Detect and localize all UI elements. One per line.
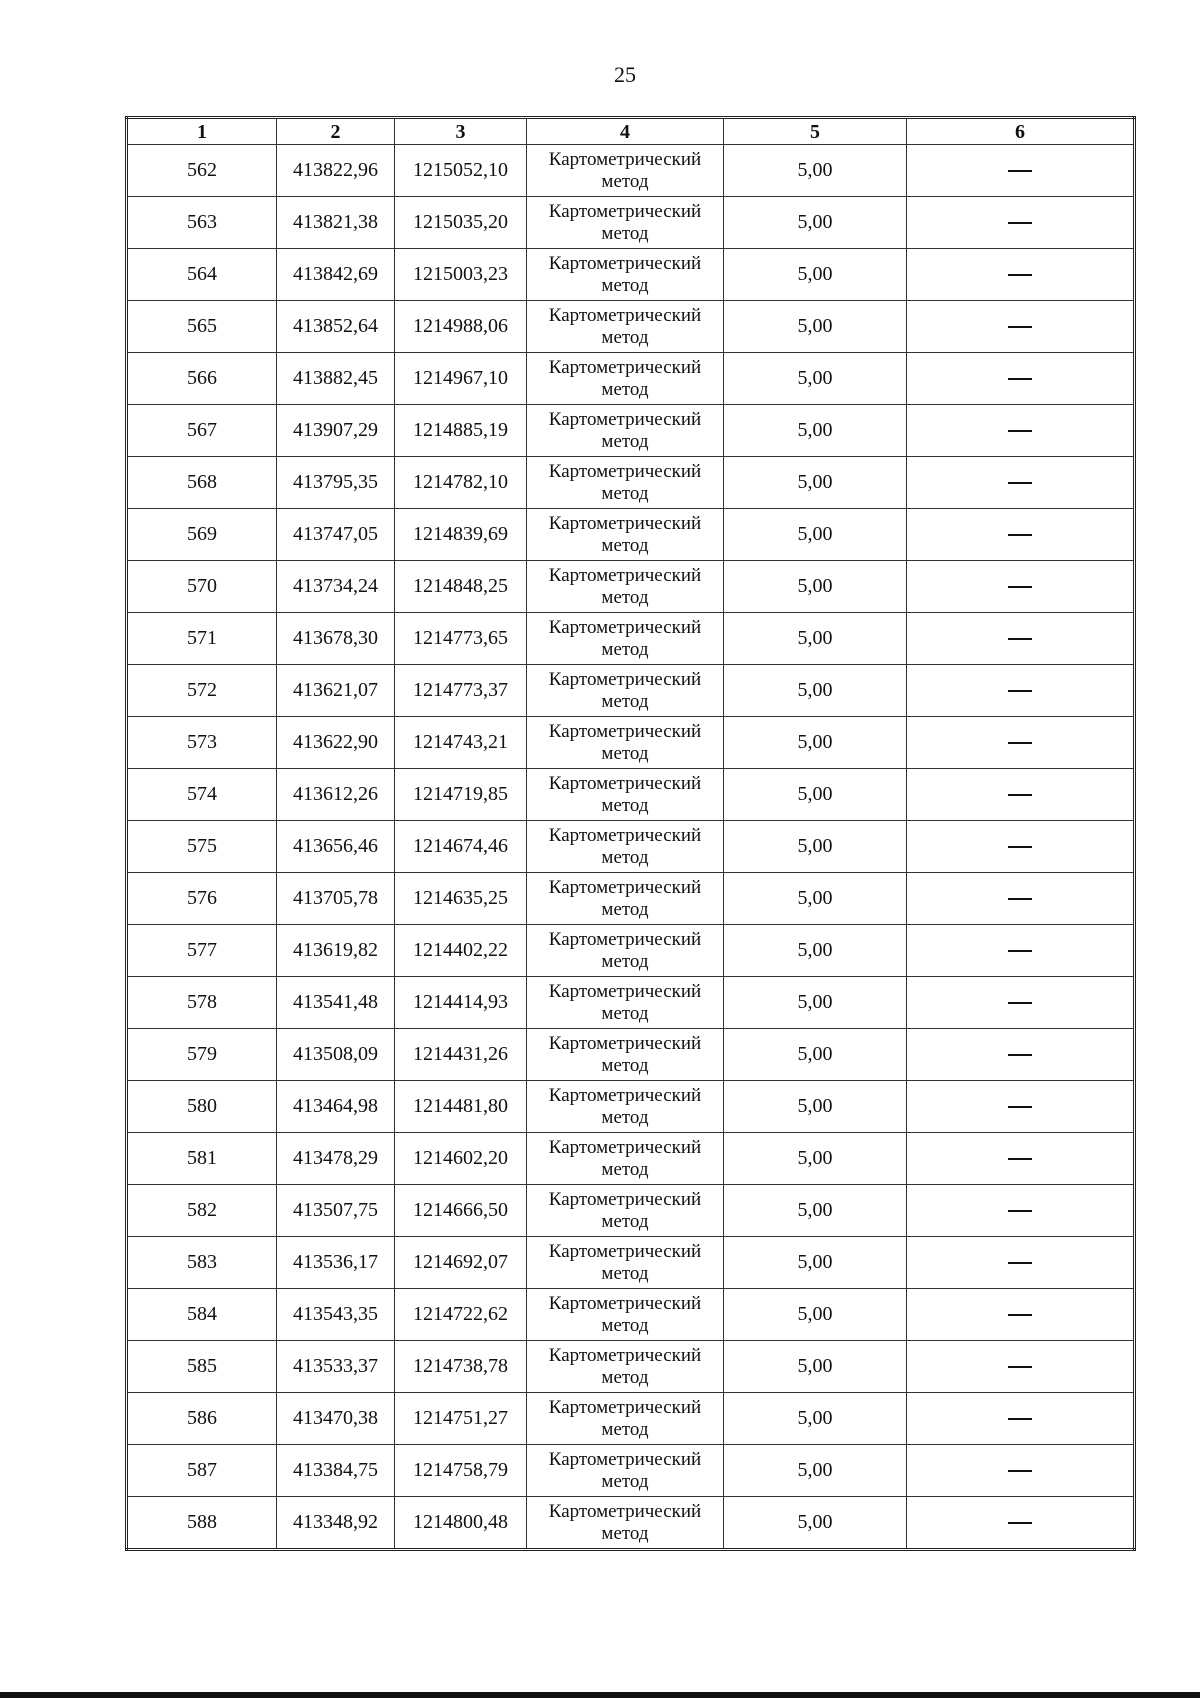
accuracy-cell: 5,00 — [724, 717, 907, 769]
y-coordinate-cell: 1214751,27 — [395, 1393, 527, 1445]
description-cell — [907, 405, 1135, 457]
x-coordinate-cell: 413821,38 — [277, 197, 395, 249]
accuracy-cell: 5,00 — [724, 1185, 907, 1237]
x-coordinate-cell: 413678,30 — [277, 613, 395, 665]
point-number-cell: 577 — [127, 925, 277, 977]
table-row — [127, 1133, 1135, 1185]
table-row — [127, 925, 1135, 977]
method-cell — [527, 1029, 724, 1081]
y-coordinate-cell: 1214719,85 — [395, 769, 527, 821]
point-number-cell: 565 — [127, 301, 277, 353]
description-cell — [907, 925, 1135, 977]
accuracy-cell: 5,00 — [724, 249, 907, 301]
point-number-cell: 575 — [127, 821, 277, 873]
method-cell — [527, 1185, 724, 1237]
y-coordinate-cell: 1214885,19 — [395, 405, 527, 457]
accuracy-cell: 5,00 — [724, 301, 907, 353]
dash-mark — [1008, 430, 1032, 432]
method-line-2: метод — [601, 794, 649, 816]
point-number-cell: 566 — [127, 353, 277, 405]
column-header-4: 4 — [527, 118, 724, 145]
y-coordinate-cell: 1214988,06 — [395, 301, 527, 353]
x-coordinate-cell: 413656,46 — [277, 821, 395, 873]
method-line-2: метод — [601, 1002, 649, 1024]
table-header-row — [127, 118, 1135, 145]
table-row — [127, 509, 1135, 561]
column-header-3: 3 — [395, 118, 527, 145]
method-line-1: Картометрический — [548, 461, 702, 483]
table-row — [127, 353, 1135, 405]
dash-mark — [1008, 794, 1032, 796]
method-line-2: метод — [601, 690, 649, 712]
x-coordinate-cell: 413734,24 — [277, 561, 395, 613]
method-cell — [527, 1497, 724, 1550]
table-row — [127, 1393, 1135, 1445]
x-coordinate-cell: 413464,98 — [277, 1081, 395, 1133]
table-row — [127, 145, 1135, 197]
dash-mark — [1008, 482, 1032, 484]
method-line-1: Картометрический — [548, 981, 702, 1003]
method-cell — [527, 925, 724, 977]
column-header-1: 1 — [127, 118, 277, 145]
table-row — [127, 197, 1135, 249]
method-line-2: метод — [601, 482, 649, 504]
method-line-1: Картометрический — [548, 201, 702, 223]
method-line-2: метод — [601, 638, 649, 660]
accuracy-cell: 5,00 — [724, 1445, 907, 1497]
method-cell — [527, 509, 724, 561]
method-line-2: метод — [601, 1262, 649, 1284]
method-line-2: метод — [601, 274, 649, 296]
dash-mark — [1008, 690, 1032, 692]
method-line-1: Картометрический — [548, 305, 702, 327]
method-cell — [527, 1081, 724, 1133]
table-row — [127, 1289, 1135, 1341]
x-coordinate-cell: 413705,78 — [277, 873, 395, 925]
dash-mark — [1008, 586, 1032, 588]
dash-mark — [1008, 1262, 1032, 1264]
method-cell — [527, 405, 724, 457]
method-line-2: метод — [601, 378, 649, 400]
point-number-cell: 571 — [127, 613, 277, 665]
point-number-cell: 573 — [127, 717, 277, 769]
x-coordinate-cell: 413470,38 — [277, 1393, 395, 1445]
method-cell — [527, 301, 724, 353]
method-line-2: метод — [601, 222, 649, 244]
x-coordinate-cell: 413621,07 — [277, 665, 395, 717]
x-coordinate-cell: 413907,29 — [277, 405, 395, 457]
accuracy-cell: 5,00 — [724, 353, 907, 405]
y-coordinate-cell: 1214666,50 — [395, 1185, 527, 1237]
description-cell — [907, 353, 1135, 405]
description-cell — [907, 457, 1135, 509]
x-coordinate-cell: 413384,75 — [277, 1445, 395, 1497]
description-cell — [907, 1081, 1135, 1133]
point-number-cell: 572 — [127, 665, 277, 717]
dash-mark — [1008, 742, 1032, 744]
method-cell — [527, 821, 724, 873]
method-line-2: метод — [601, 586, 649, 608]
description-cell — [907, 1237, 1135, 1289]
method-line-1: Картометрический — [548, 409, 702, 431]
point-number-cell: 564 — [127, 249, 277, 301]
method-line-2: метод — [601, 1470, 649, 1492]
method-line-1: Картометрический — [548, 1397, 702, 1419]
x-coordinate-cell: 413622,90 — [277, 717, 395, 769]
dash-mark — [1008, 950, 1032, 952]
table-row — [127, 457, 1135, 509]
point-number-cell: 567 — [127, 405, 277, 457]
method-line-2: метод — [601, 170, 649, 192]
method-cell — [527, 145, 724, 197]
table-row — [127, 405, 1135, 457]
point-number-cell: 579 — [127, 1029, 277, 1081]
description-cell — [907, 717, 1135, 769]
method-line-1: Картометрический — [548, 877, 702, 899]
method-line-1: Картометрический — [548, 1085, 702, 1107]
x-coordinate-cell: 413478,29 — [277, 1133, 395, 1185]
x-coordinate-cell: 413852,64 — [277, 301, 395, 353]
dash-mark — [1008, 1366, 1032, 1368]
y-coordinate-cell: 1214967,10 — [395, 353, 527, 405]
description-cell — [907, 1289, 1135, 1341]
accuracy-cell: 5,00 — [724, 1237, 907, 1289]
accuracy-cell: 5,00 — [724, 665, 907, 717]
method-cell — [527, 197, 724, 249]
y-coordinate-cell: 1214602,20 — [395, 1133, 527, 1185]
description-cell — [907, 769, 1135, 821]
table-row — [127, 561, 1135, 613]
y-coordinate-cell: 1214635,25 — [395, 873, 527, 925]
y-coordinate-cell: 1214782,10 — [395, 457, 527, 509]
dash-mark — [1008, 1054, 1032, 1056]
dash-mark — [1008, 378, 1032, 380]
point-number-cell: 586 — [127, 1393, 277, 1445]
dash-mark — [1008, 170, 1032, 172]
description-cell — [907, 1133, 1135, 1185]
point-number-cell: 582 — [127, 1185, 277, 1237]
x-coordinate-cell: 413541,48 — [277, 977, 395, 1029]
description-cell — [907, 665, 1135, 717]
dash-mark — [1008, 1470, 1032, 1472]
accuracy-cell: 5,00 — [724, 925, 907, 977]
method-line-1: Картометрический — [548, 1241, 702, 1263]
accuracy-cell: 5,00 — [724, 977, 907, 1029]
table-row — [127, 1497, 1135, 1550]
point-number-cell: 562 — [127, 145, 277, 197]
description-cell — [907, 821, 1135, 873]
description-cell — [907, 1393, 1135, 1445]
method-cell — [527, 561, 724, 613]
method-line-1: Картометрический — [548, 929, 702, 951]
x-coordinate-cell: 413543,35 — [277, 1289, 395, 1341]
method-line-1: Картометрический — [548, 1137, 702, 1159]
method-cell — [527, 665, 724, 717]
method-line-1: Картометрический — [548, 773, 702, 795]
dash-mark — [1008, 326, 1032, 328]
accuracy-cell: 5,00 — [724, 1289, 907, 1341]
dash-mark — [1008, 1210, 1032, 1212]
point-number-cell: 584 — [127, 1289, 277, 1341]
description-cell — [907, 873, 1135, 925]
method-cell — [527, 249, 724, 301]
table-body — [127, 145, 1135, 1550]
method-line-2: метод — [601, 1522, 649, 1544]
point-number-cell: 583 — [127, 1237, 277, 1289]
method-line-2: метод — [601, 846, 649, 868]
description-cell — [907, 561, 1135, 613]
accuracy-cell: 5,00 — [724, 1497, 907, 1550]
table-row — [127, 1081, 1135, 1133]
point-number-cell: 585 — [127, 1341, 277, 1393]
y-coordinate-cell: 1214848,25 — [395, 561, 527, 613]
method-line-1: Картометрический — [548, 149, 702, 171]
description-cell — [907, 977, 1135, 1029]
method-line-1: Картометрический — [548, 1189, 702, 1211]
y-coordinate-cell: 1214414,93 — [395, 977, 527, 1029]
point-number-cell: 563 — [127, 197, 277, 249]
description-cell — [907, 509, 1135, 561]
method-line-2: метод — [601, 1106, 649, 1128]
table-row — [127, 1237, 1135, 1289]
method-cell — [527, 1289, 724, 1341]
method-line-2: метод — [601, 326, 649, 348]
table-row — [127, 1445, 1135, 1497]
method-line-2: метод — [601, 1418, 649, 1440]
method-line-1: Картометрический — [548, 1449, 702, 1471]
table-row — [127, 873, 1135, 925]
description-cell — [907, 197, 1135, 249]
dash-mark — [1008, 1002, 1032, 1004]
x-coordinate-cell: 413795,35 — [277, 457, 395, 509]
method-line-2: метод — [601, 1158, 649, 1180]
description-cell — [907, 1185, 1135, 1237]
y-coordinate-cell: 1214839,69 — [395, 509, 527, 561]
point-number-cell: 576 — [127, 873, 277, 925]
method-cell — [527, 457, 724, 509]
y-coordinate-cell: 1214402,22 — [395, 925, 527, 977]
method-line-2: метод — [601, 742, 649, 764]
description-cell — [907, 249, 1135, 301]
method-line-2: метод — [601, 1210, 649, 1232]
description-cell — [907, 1341, 1135, 1393]
y-coordinate-cell: 1214431,26 — [395, 1029, 527, 1081]
column-header-2: 2 — [277, 118, 395, 145]
method-line-1: Картометрический — [548, 721, 702, 743]
dash-mark — [1008, 898, 1032, 900]
point-number-cell: 569 — [127, 509, 277, 561]
description-cell — [907, 1497, 1135, 1550]
accuracy-cell: 5,00 — [724, 405, 907, 457]
dash-mark — [1008, 274, 1032, 276]
point-number-cell: 570 — [127, 561, 277, 613]
method-line-1: Картометрический — [548, 253, 702, 275]
method-cell — [527, 353, 724, 405]
method-line-2: метод — [601, 1314, 649, 1336]
point-number-cell: 587 — [127, 1445, 277, 1497]
y-coordinate-cell: 1215052,10 — [395, 145, 527, 197]
x-coordinate-cell: 413508,09 — [277, 1029, 395, 1081]
scan-bottom-edge — [0, 1692, 1200, 1698]
accuracy-cell: 5,00 — [724, 1393, 907, 1445]
y-coordinate-cell: 1214758,79 — [395, 1445, 527, 1497]
column-header-5: 5 — [724, 118, 907, 145]
table-row — [127, 249, 1135, 301]
coordinates-table — [125, 116, 1136, 1551]
accuracy-cell: 5,00 — [724, 1133, 907, 1185]
dash-mark — [1008, 638, 1032, 640]
method-cell — [527, 613, 724, 665]
method-cell — [527, 1133, 724, 1185]
page-number: 25 — [614, 62, 636, 87]
accuracy-cell: 5,00 — [724, 1029, 907, 1081]
table-row — [127, 717, 1135, 769]
method-line-1: Картометрический — [548, 669, 702, 691]
method-line-1: Картометрический — [548, 825, 702, 847]
dash-mark — [1008, 222, 1032, 224]
method-line-2: метод — [601, 1054, 649, 1076]
method-cell — [527, 769, 724, 821]
accuracy-cell: 5,00 — [724, 821, 907, 873]
accuracy-cell: 5,00 — [724, 769, 907, 821]
x-coordinate-cell: 413536,17 — [277, 1237, 395, 1289]
accuracy-cell: 5,00 — [724, 1081, 907, 1133]
method-line-1: Картометрический — [548, 1033, 702, 1055]
x-coordinate-cell: 413619,82 — [277, 925, 395, 977]
y-coordinate-cell: 1214773,37 — [395, 665, 527, 717]
description-cell — [907, 1029, 1135, 1081]
y-coordinate-cell: 1214692,07 — [395, 1237, 527, 1289]
table-row — [127, 1341, 1135, 1393]
table-row — [127, 665, 1135, 717]
y-coordinate-cell: 1215003,23 — [395, 249, 527, 301]
table-row — [127, 821, 1135, 873]
method-cell — [527, 717, 724, 769]
accuracy-cell: 5,00 — [724, 145, 907, 197]
point-number-cell: 578 — [127, 977, 277, 1029]
dash-mark — [1008, 534, 1032, 536]
method-line-1: Картометрический — [548, 565, 702, 587]
method-cell — [527, 1445, 724, 1497]
method-line-2: метод — [601, 950, 649, 972]
accuracy-cell: 5,00 — [724, 561, 907, 613]
column-header-6: 6 — [907, 118, 1135, 145]
y-coordinate-cell: 1214722,62 — [395, 1289, 527, 1341]
method-line-2: метод — [601, 1366, 649, 1388]
method-line-1: Картометрический — [548, 1345, 702, 1367]
method-line-1: Картометрический — [548, 513, 702, 535]
description-cell — [907, 613, 1135, 665]
method-line-2: метод — [601, 898, 649, 920]
method-cell — [527, 977, 724, 1029]
point-number-cell: 574 — [127, 769, 277, 821]
x-coordinate-cell: 413533,37 — [277, 1341, 395, 1393]
y-coordinate-cell: 1214773,65 — [395, 613, 527, 665]
method-line-2: метод — [601, 430, 649, 452]
y-coordinate-cell: 1214674,46 — [395, 821, 527, 873]
method-cell — [527, 1341, 724, 1393]
y-coordinate-cell: 1215035,20 — [395, 197, 527, 249]
table-row — [127, 613, 1135, 665]
table-row — [127, 301, 1135, 353]
method-cell — [527, 1393, 724, 1445]
point-number-cell: 581 — [127, 1133, 277, 1185]
x-coordinate-cell: 413882,45 — [277, 353, 395, 405]
method-line-2: метод — [601, 534, 649, 556]
method-line-1: Картометрический — [548, 1293, 702, 1315]
table-row — [127, 1029, 1135, 1081]
y-coordinate-cell: 1214743,21 — [395, 717, 527, 769]
x-coordinate-cell: 413507,75 — [277, 1185, 395, 1237]
table-row — [127, 977, 1135, 1029]
x-coordinate-cell: 413612,26 — [277, 769, 395, 821]
table-row — [127, 1185, 1135, 1237]
accuracy-cell: 5,00 — [724, 197, 907, 249]
dash-mark — [1008, 1106, 1032, 1108]
point-number-cell: 568 — [127, 457, 277, 509]
description-cell — [907, 1445, 1135, 1497]
method-line-1: Картометрический — [548, 617, 702, 639]
x-coordinate-cell: 413842,69 — [277, 249, 395, 301]
y-coordinate-cell: 1214738,78 — [395, 1341, 527, 1393]
accuracy-cell: 5,00 — [724, 873, 907, 925]
x-coordinate-cell: 413822,96 — [277, 145, 395, 197]
dash-mark — [1008, 1158, 1032, 1160]
dash-mark — [1008, 846, 1032, 848]
accuracy-cell: 5,00 — [724, 613, 907, 665]
x-coordinate-cell: 413348,92 — [277, 1497, 395, 1550]
y-coordinate-cell: 1214481,80 — [395, 1081, 527, 1133]
x-coordinate-cell: 413747,05 — [277, 509, 395, 561]
method-cell — [527, 873, 724, 925]
y-coordinate-cell: 1214800,48 — [395, 1497, 527, 1550]
accuracy-cell: 5,00 — [724, 509, 907, 561]
point-number-cell: 580 — [127, 1081, 277, 1133]
method-line-1: Картометрический — [548, 357, 702, 379]
dash-mark — [1008, 1418, 1032, 1420]
accuracy-cell: 5,00 — [724, 1341, 907, 1393]
description-cell — [907, 145, 1135, 197]
description-cell — [907, 301, 1135, 353]
accuracy-cell: 5,00 — [724, 457, 907, 509]
method-cell — [527, 1237, 724, 1289]
method-line-1: Картометрический — [548, 1501, 702, 1523]
point-number-cell: 588 — [127, 1497, 277, 1550]
table-row — [127, 769, 1135, 821]
dash-mark — [1008, 1314, 1032, 1316]
dash-mark — [1008, 1522, 1032, 1524]
